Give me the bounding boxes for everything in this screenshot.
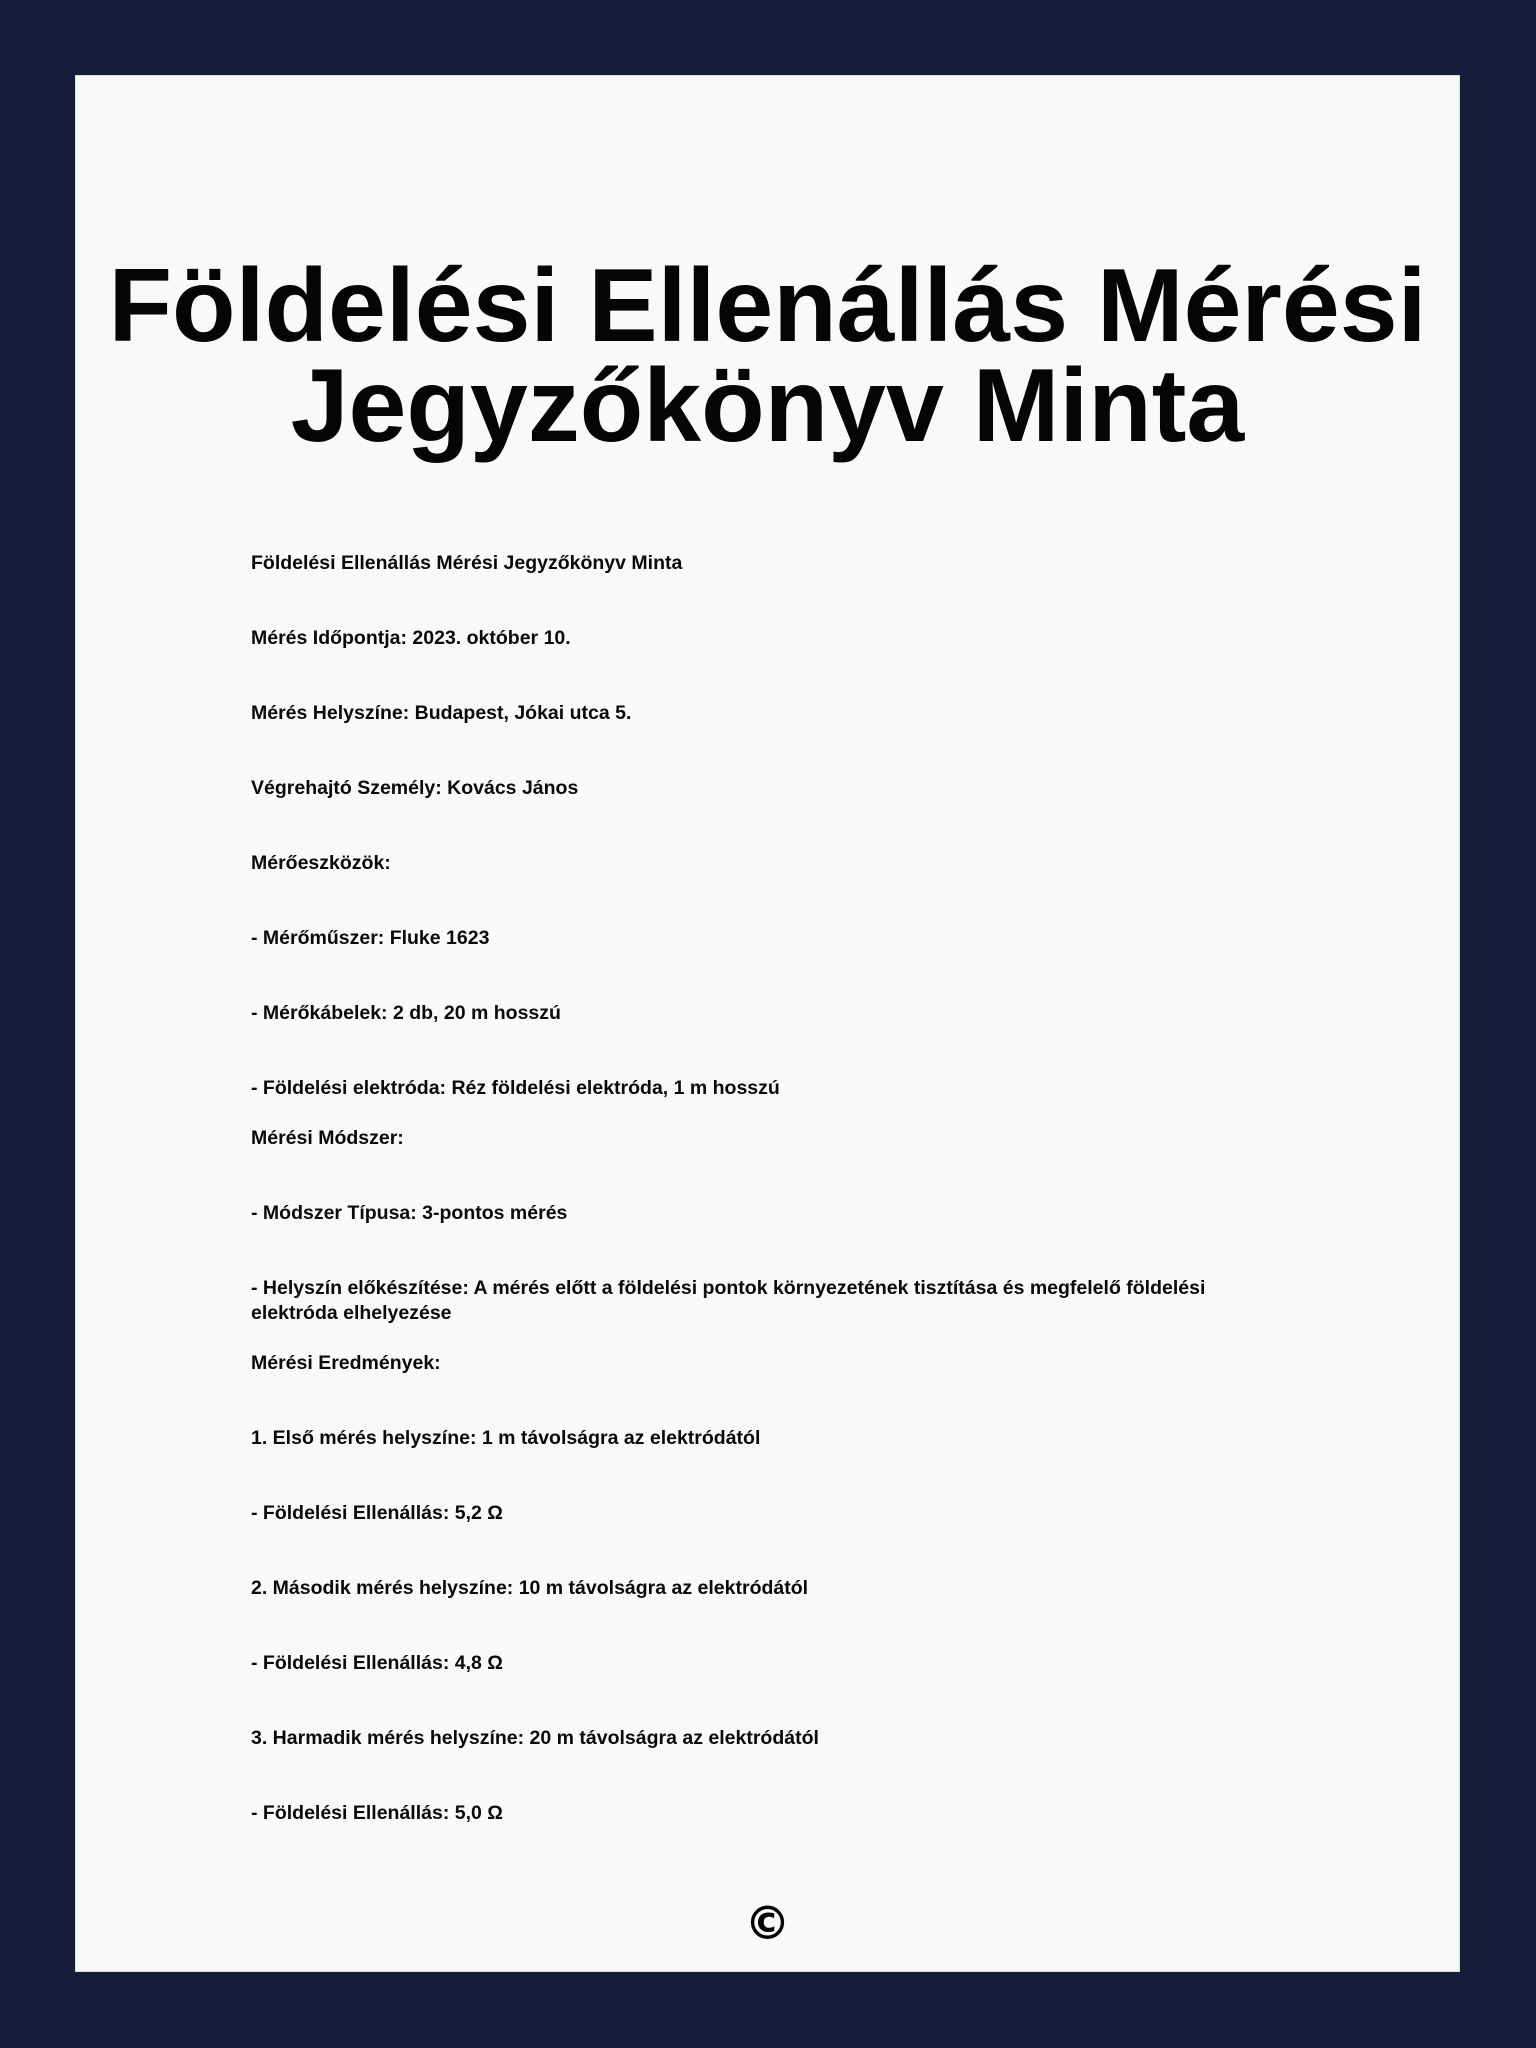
- site-preparation: - Helyszín előkészítése: A mérés előtt a földelési pontok környezetének tisztítása és megfelelő földelési elektróda elhelyezése: [251, 1277, 1206, 1324]
- measurement-location: Mérés Helyszíne: Budapest, Jókai utca 5.: [251, 702, 632, 724]
- instrument-electrode: - Földelési elektróda: Réz földelési elektróda, 1 m hosszú: [251, 1077, 780, 1099]
- performing-person: Végrehajtó Személy: Kovács János: [251, 777, 579, 799]
- result-2-resistance: - Földelési Ellenállás: 4,8 Ω: [251, 1652, 503, 1674]
- method-type: - Módszer Típusa: 3-pontos mérés: [251, 1202, 568, 1224]
- result-3-resistance: - Földelési Ellenállás: 5,0 Ω: [251, 1802, 503, 1824]
- instruments-heading: Mérőeszközök:: [251, 852, 391, 874]
- page-title: Földelési Ellenállás Mérési Jegyzőkönyv Minta: [108, 248, 1427, 464]
- result-1-location: 1. Első mérés helyszíne: 1 m távolságra az elektródától: [251, 1427, 761, 1449]
- result-1-resistance: - Földelési Ellenállás: 5,2 Ω: [251, 1502, 503, 1524]
- instrument-meter: - Mérőműszer: Fluke 1623: [251, 927, 490, 949]
- document-page: [75, 75, 1460, 1972]
- result-3-location: 3. Harmadik mérés helyszíne: 20 m távolságra az elektródától: [251, 1727, 819, 1749]
- measurement-date: Mérés Időpontja: 2023. október 10.: [251, 627, 571, 649]
- result-2-location: 2. Második mérés helyszíne: 10 m távolságra az elektródától: [251, 1577, 809, 1599]
- method-heading: Mérési Módszer:: [251, 1127, 404, 1149]
- instrument-cables: - Mérőkábelek: 2 db, 20 m hosszú: [251, 1002, 561, 1024]
- results-heading: Mérési Eredmények:: [251, 1352, 441, 1374]
- document-heading-line: Földelési Ellenállás Mérési Jegyzőkönyv Minta: [251, 552, 683, 574]
- copyright-icon: ©: [744, 1896, 791, 1950]
